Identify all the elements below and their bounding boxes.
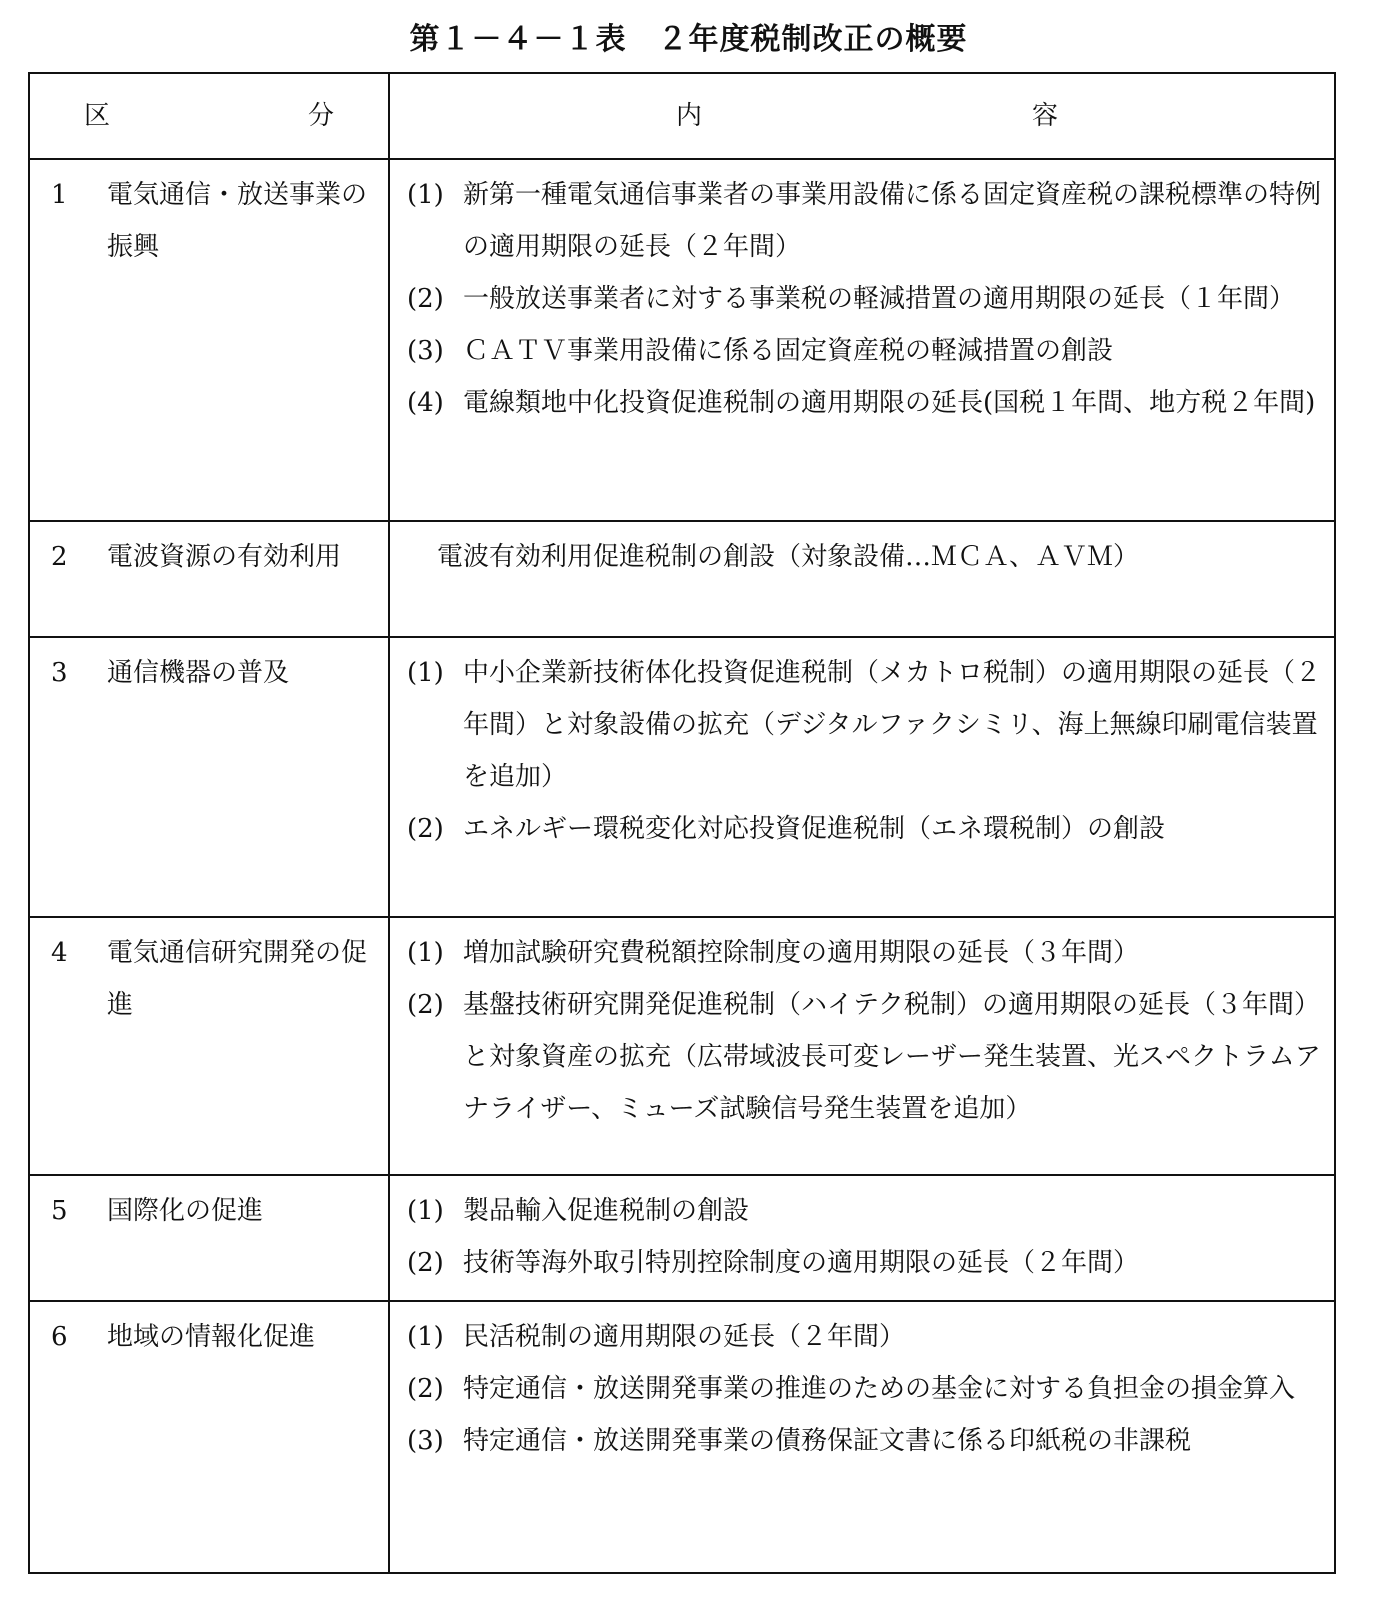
content-cell — [389, 159, 1335, 521]
table-row — [29, 521, 1335, 637]
list-item — [407, 1415, 1323, 1467]
row-number: 1 — [51, 180, 68, 210]
content-cell — [389, 1175, 1335, 1301]
item-label: (1) — [407, 180, 444, 210]
content-text: 電波有効利用促進税制の創設（対象設備…ＭＣＡ、ＡＶＭ） — [437, 542, 1140, 572]
item-text: 基盤技術研究開発促進税制（ハイテク税制）の適用期限の延長（３年間）と対象資産の拡充（広帯域波長可変レーザー発生装置、光スペクトラムアナライザー、ミューズ試験信号発生装置を追加） — [463, 990, 1321, 1124]
list-item — [407, 377, 1323, 429]
row-number: 4 — [51, 938, 68, 968]
list-item — [407, 1237, 1323, 1289]
item-label: (2) — [407, 284, 444, 314]
tax-reform-table — [28, 72, 1336, 1574]
item-text: エネルギー環税変化対応投資促進税制（エネ環税制）の創設 — [463, 814, 1166, 844]
content-cell — [389, 917, 1335, 1175]
item-text: 増加試験研究費税額控除制度の適用期限の延長（３年間） — [463, 938, 1140, 968]
row-number: 3 — [51, 658, 68, 688]
list-item — [407, 1363, 1323, 1415]
content-cell — [389, 637, 1335, 917]
category-cell — [29, 1175, 389, 1301]
item-label: (1) — [407, 1322, 444, 1352]
row-number: 2 — [51, 542, 68, 572]
category-label: 国際化の促進 — [107, 1196, 264, 1226]
header-content-char2: 容 — [1031, 101, 1058, 131]
table-row — [29, 637, 1335, 917]
item-text: 一般放送事業者に対する事業税の軽減措置の適用期限の延長（１年間） — [463, 284, 1296, 314]
item-label: (1) — [407, 938, 444, 968]
list-item — [407, 803, 1323, 855]
item-text: 中小企業新技術体化投資促進税制（メカトロ税制）の適用期限の延長（２年間）と対象設備の拡充（デジタルファクシミリ、海上無線印刷電信装置を追加） — [463, 658, 1322, 792]
item-text: 特定通信・放送開発事業の推進のための基金に対する負担金の損金算入 — [463, 1374, 1296, 1404]
category-cell — [29, 1301, 389, 1573]
header-category-char2: 分 — [307, 101, 334, 131]
row-number: 5 — [51, 1196, 68, 1226]
list-item — [407, 927, 1323, 979]
item-label: (3) — [407, 1426, 444, 1456]
item-label: (1) — [407, 1196, 444, 1226]
table-header-row — [29, 73, 1335, 159]
table-row — [29, 1301, 1335, 1573]
item-label: (4) — [407, 388, 444, 418]
header-content-char1: 内 — [676, 101, 703, 131]
category-cell — [29, 917, 389, 1175]
item-text: 特定通信・放送開発事業の債務保証文書に係る印紙税の非課税 — [463, 1426, 1192, 1456]
item-label: (2) — [407, 1248, 444, 1278]
category-cell — [29, 521, 389, 637]
list-item — [407, 647, 1323, 803]
list-item — [407, 273, 1323, 325]
content-cell — [389, 1301, 1335, 1573]
category-label: 電気通信・放送事業の振興 — [107, 180, 368, 262]
header-content — [389, 73, 1335, 159]
list-item — [407, 979, 1323, 1135]
item-text: 電線類地中化投資促進税制の適用期限の延長(国税１年間、地方税２年間) — [463, 388, 1316, 418]
category-cell — [29, 159, 389, 521]
item-label: (2) — [407, 814, 444, 844]
item-text: 製品輸入促進税制の創設 — [463, 1196, 750, 1226]
item-text: 民活税制の適用期限の延長（２年間） — [463, 1322, 906, 1352]
item-label: (3) — [407, 336, 444, 366]
category-cell — [29, 637, 389, 917]
item-label: (2) — [407, 1374, 444, 1404]
category-label: 地域の情報化促進 — [107, 1322, 316, 1352]
header-category-char1: 区 — [84, 101, 111, 131]
table-row — [29, 917, 1335, 1175]
header-category — [29, 73, 389, 159]
category-label: 電波資源の有効利用 — [107, 542, 342, 572]
row-number: 6 — [51, 1322, 68, 1352]
table-row — [29, 159, 1335, 521]
item-label: (2) — [407, 990, 444, 1020]
item-text: 新第一種電気通信事業者の事業用設備に係る固定資産税の課税標準の特例の適用期限の延長（２年間） — [463, 180, 1322, 262]
item-text: 技術等海外取引特別控除制度の適用期限の延長（２年間） — [463, 1248, 1140, 1278]
table-row — [29, 1175, 1335, 1301]
list-item — [407, 1185, 1323, 1237]
list-item — [407, 1311, 1323, 1363]
list-item — [407, 325, 1323, 377]
content-cell — [389, 521, 1335, 637]
table-title: 第１－４－１表 ２年度税制改正の概要 — [409, 22, 968, 57]
category-label: 電気通信研究開発の促進 — [107, 938, 368, 1020]
category-label: 通信機器の普及 — [107, 658, 290, 688]
item-text: ＣＡＴＶ事業用設備に係る固定資産税の軽減措置の創設 — [463, 336, 1114, 366]
item-label: (1) — [407, 658, 444, 688]
list-item — [407, 169, 1323, 273]
